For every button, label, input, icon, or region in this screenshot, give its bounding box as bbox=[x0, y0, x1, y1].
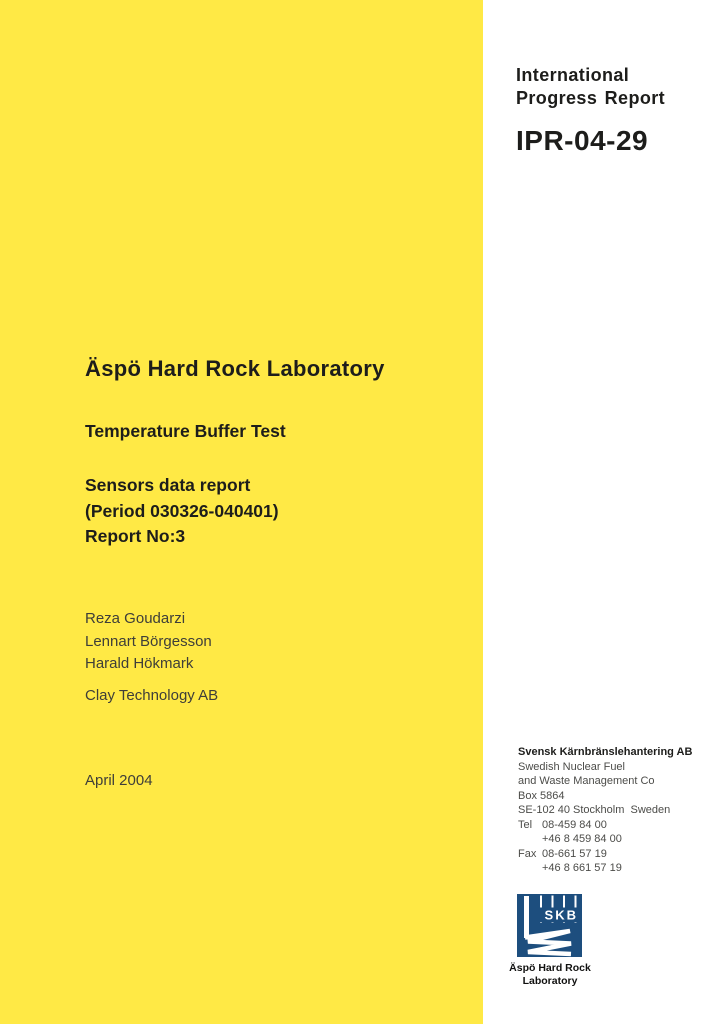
contact-label bbox=[518, 861, 542, 876]
contact-label: Fax bbox=[518, 847, 537, 860]
publisher-contact-row bbox=[518, 847, 692, 862]
facility-title: Äspö Hard Rock Laboratory bbox=[85, 356, 385, 381]
report-date: April 2004 bbox=[85, 772, 153, 789]
contact-value: +46 8 661 57 19 bbox=[542, 862, 622, 874]
report-title bbox=[85, 473, 385, 550]
author-name: Reza Goudarzi bbox=[85, 610, 186, 627]
report-type bbox=[516, 64, 665, 110]
publisher-contact-row bbox=[518, 818, 692, 833]
report-type-line1: International bbox=[516, 65, 630, 85]
logo-caption-line2: Laboratory bbox=[522, 974, 578, 987]
contact-label bbox=[518, 832, 542, 847]
publisher-address-line: and Waste Management Co bbox=[518, 775, 655, 787]
skb-logo-text: SKB bbox=[544, 907, 578, 923]
publisher-contact-row bbox=[518, 832, 692, 847]
publisher-address-line: SE-102 40 Stockholm Sweden bbox=[518, 804, 671, 816]
report-header bbox=[516, 64, 665, 157]
publisher-block bbox=[518, 745, 692, 876]
authors-block bbox=[85, 608, 218, 707]
project-title: Temperature Buffer Test bbox=[85, 421, 286, 441]
title-block bbox=[85, 354, 385, 550]
logo-caption bbox=[505, 962, 595, 987]
skb-logo bbox=[517, 894, 582, 957]
report-type-line2: Progress Report bbox=[516, 88, 666, 108]
report-title-line3: Report No:3 bbox=[85, 526, 186, 546]
author-name: Lennart Börgesson bbox=[85, 632, 212, 650]
skb-logo-icon bbox=[517, 894, 582, 957]
contact-value: 08-459 84 00 bbox=[542, 818, 607, 831]
contact-value: 08-661 57 19 bbox=[542, 847, 607, 860]
logo-caption-line1: Äspö Hard Rock bbox=[509, 962, 591, 974]
contact-value: +46 8 459 84 00 bbox=[542, 833, 622, 845]
author-name: Harald Hökmark bbox=[85, 655, 194, 672]
report-title-line2: (Period 030326-040401) bbox=[85, 500, 279, 521]
publisher-address-line: Box 5864 bbox=[518, 789, 565, 802]
author-affiliation: Clay Technology AB bbox=[85, 686, 219, 704]
report-number: IPR-04-29 bbox=[516, 125, 649, 156]
publisher-company-name: Svensk Kärnbränslehantering AB bbox=[518, 746, 693, 758]
publisher-contact-row bbox=[518, 861, 692, 876]
publisher-address-line: Swedish Nuclear Fuel bbox=[518, 760, 625, 773]
report-title-line1: Sensors data report bbox=[85, 475, 251, 495]
contact-label: Tel bbox=[518, 818, 533, 831]
